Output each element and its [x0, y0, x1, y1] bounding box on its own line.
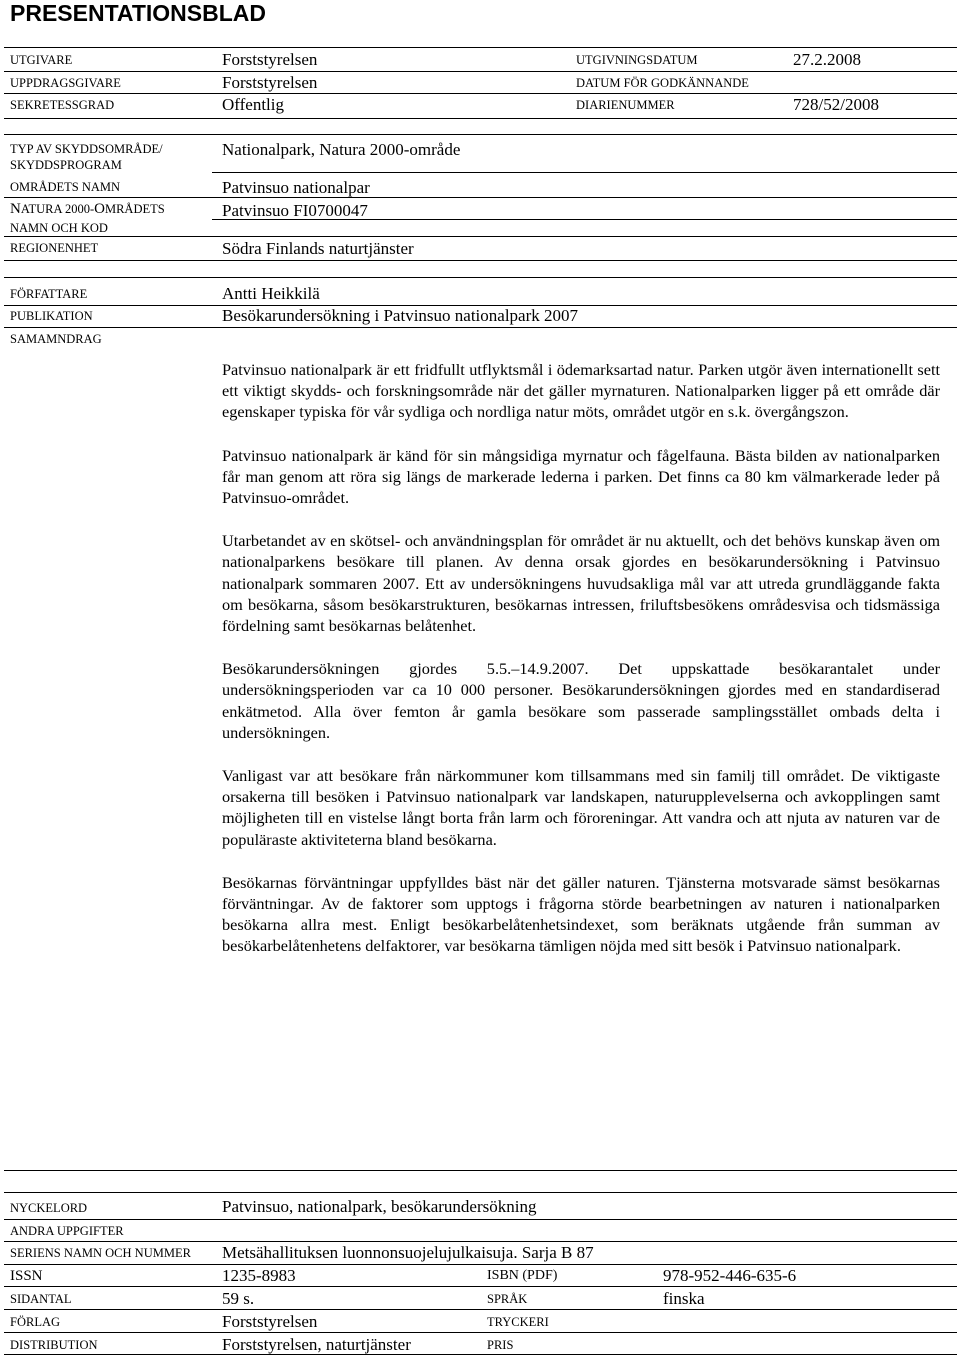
divider — [212, 219, 957, 220]
serie-label: SERIENS NAMN OCH NUMMER — [10, 1246, 191, 1260]
diarienummer-value: 728/52/2008 — [793, 95, 879, 114]
divider — [4, 1241, 957, 1242]
summary-paragraph: Utarbetandet av en skötsel- och användningsplan för området är nu aktuellt, och det behövs kunskap även om nationalparkens besökare till planen. Av denna orsak gjordes en besökarundersökning i Patvinsuo nationalpark sommaren 2007. Ett av undersökningens huvudsakliga mål var att utreda grundläggande fakta om besökarna, såsom besökarstrukturen, besökarnas intressen, friluftsbesökens områdesvisa och tidsmässiga fördelning samt besökarnas belåtenhet. — [222, 531, 940, 636]
utgivare-label: UTGIVARE — [10, 53, 73, 67]
divider — [4, 71, 957, 72]
divider — [4, 1354, 957, 1355]
publikation-value: Besökarundersökning i Patvinsuo nationalpark 2007 — [222, 306, 579, 325]
tryckeri-label: TRYCKERI — [487, 1315, 549, 1329]
issn-value: 1235-8983 — [222, 1266, 296, 1285]
summary-paragraph: Patvinsuo nationalpark är ett fridfullt utflyktsmål i ödemarksartad natur. Parken utgör även internationellt sett ett viktigt skydds- och forskningsområde när det gäller myrnaturen. Nationalparken ligger på ett område där egenskaper typiska för vår sydliga och nordliga natur möts, området utgör en s.k. övergångszon. — [222, 360, 940, 422]
andra-uppgifter-label: ANDRA UPPGIFTER — [10, 1224, 124, 1238]
utgivningsdatum-value: 27.2.2008 — [793, 50, 861, 69]
sekretessgrad-value: Offentlig — [222, 95, 285, 114]
isbn-label: ISBN (PDF) — [487, 1268, 558, 1283]
natura-label-part: MRÅDETS — [104, 202, 165, 216]
sekretessgrad-label: SEKRETESSGRAD — [10, 98, 115, 112]
typ-value: Nationalpark, Natura 2000-område — [222, 140, 461, 159]
natura-label-part: N — [10, 201, 21, 217]
namn-label: OMRÅDETS NAMN — [10, 180, 121, 194]
divider — [4, 327, 957, 328]
nyckelord-value: Patvinsuo, nationalpark, besökarundersökning — [222, 1197, 537, 1216]
region-label: REGIONENHET — [10, 241, 99, 255]
divider — [4, 1286, 957, 1287]
samamndrag-label: SAMAMNDRAG — [10, 332, 102, 346]
pris-label: PRIS — [487, 1338, 514, 1352]
summary-text — [222, 359, 940, 979]
divider — [4, 1264, 957, 1265]
divider — [4, 1192, 957, 1193]
summary-paragraph: Vanligast var att besökare från närkommuner kom tillsammans med sin familj till området. De viktigaste orsakerna till besöken i Patvinsuo nationalpark var landskapen, naturupplevelserna och avkopplingen samt möjligheten till en vistelse långt borta från larm och föroreningar. Att vandra och att njuta av naturen var de populäraste aktiviteterna bland besökarna. — [222, 766, 940, 849]
summary-paragraph: Besökarundersökningen gjordes 5.5.–14.9.2007. Det uppskattade besökarantalet under undersökningsperioden var ca 10 000 personer. Besökarundersökningen gjordes med en standardiserad enkätmetod. Alla över femton år gamla besökare som passerade samplingsstället ombads delta i undersökningen. — [222, 659, 940, 742]
divider — [4, 1219, 957, 1220]
issn-label: ISSN — [10, 1268, 43, 1284]
divider — [4, 1332, 957, 1333]
sprak-label: SPRÅK — [487, 1292, 528, 1306]
divider — [4, 118, 957, 119]
typ-label-line1: TYP AV SKYDDSOMRÅDE/ — [10, 142, 163, 156]
natura-label-line1 — [10, 202, 165, 216]
divider — [4, 1309, 957, 1310]
divider — [4, 260, 957, 261]
uppdragsgivare-value: Forststyrelsen — [222, 73, 318, 92]
divider — [4, 277, 957, 278]
divider — [4, 236, 957, 237]
forlag-value: Forststyrelsen — [222, 1312, 318, 1331]
divider — [4, 93, 957, 94]
distribution-label: DISTRIBUTION — [10, 1338, 98, 1352]
natura-label-part: ATURA 2000- — [20, 202, 95, 216]
divider — [4, 134, 957, 135]
isbn-value: 978-952-446-635-6 — [663, 1266, 797, 1285]
forfattare-label: FÖRFATTARE — [10, 287, 88, 301]
namn-value: Patvinsuo nationalpar — [222, 178, 370, 197]
sprak-value: finska — [663, 1289, 705, 1308]
diarienummer-label: DIARIENUMMER — [576, 98, 675, 112]
divider — [4, 1170, 957, 1171]
divider — [4, 47, 957, 48]
utgivningsdatum-label: UTGIVNINGSDATUM — [576, 53, 698, 67]
natura-value: Patvinsuo FI0700047 — [222, 201, 368, 220]
godkannande-label: DATUM FÖR GODKÄNNANDE — [576, 76, 749, 90]
serie-value: Metsähallituksen luonnonsuojelujulkaisuja. Sarja B 87 — [222, 1243, 594, 1262]
utgivare-value: Forststyrelsen — [222, 50, 318, 69]
typ-label-line2: SKYDDSPROGRAM — [10, 158, 122, 172]
forlag-label: FÖRLAG — [10, 1315, 61, 1329]
region-value: Södra Finlands naturtjänster — [222, 239, 414, 258]
nyckelord-label: NYCKELORD — [10, 1201, 88, 1215]
forfattare-value: Antti Heikkilä — [222, 284, 320, 303]
natura-label-line2: NAMN OCH KOD — [10, 221, 108, 235]
natura-label-part: O — [94, 201, 105, 217]
sidantal-value: 59 s. — [222, 1289, 255, 1308]
distribution-value: Forststyrelsen, naturtjänster — [222, 1335, 411, 1354]
uppdragsgivare-label: UPPDRAGSGIVARE — [10, 76, 121, 90]
summary-paragraph: Besökarnas förväntningar uppfylldes bäst när det gäller naturen. Tjänsterna motsvarade sämst besökarnas förväntningar. Av de faktorer som upptogs i frågorna störde bearbetningen av naturen i nationalparken besökarna allra mest. Enligt besökarbelåtenhetsindexet, som beräknats utgående från summan av besökarbelåtenhetens delfaktorer, var besökarna tämligen nöjda med sitt besök i Patvinsuo nationalpark. — [222, 872, 940, 956]
divider — [4, 197, 957, 198]
summary-paragraph: Patvinsuo nationalpark är känd för sin mångsidiga myrnatur och fågelfauna. Bästa bilden av nationalparken får man genom att röra sig längs de markerade lederna i parken. Det finns ca 80 km välmarkerade leder på Patvinsuo-området. — [222, 445, 940, 508]
page-title: PRESENTATIONSBLAD — [10, 0, 266, 26]
sidantal-label: SIDANTAL — [10, 1292, 72, 1306]
publikation-label: PUBLIKATION — [10, 309, 93, 323]
divider — [212, 172, 957, 173]
